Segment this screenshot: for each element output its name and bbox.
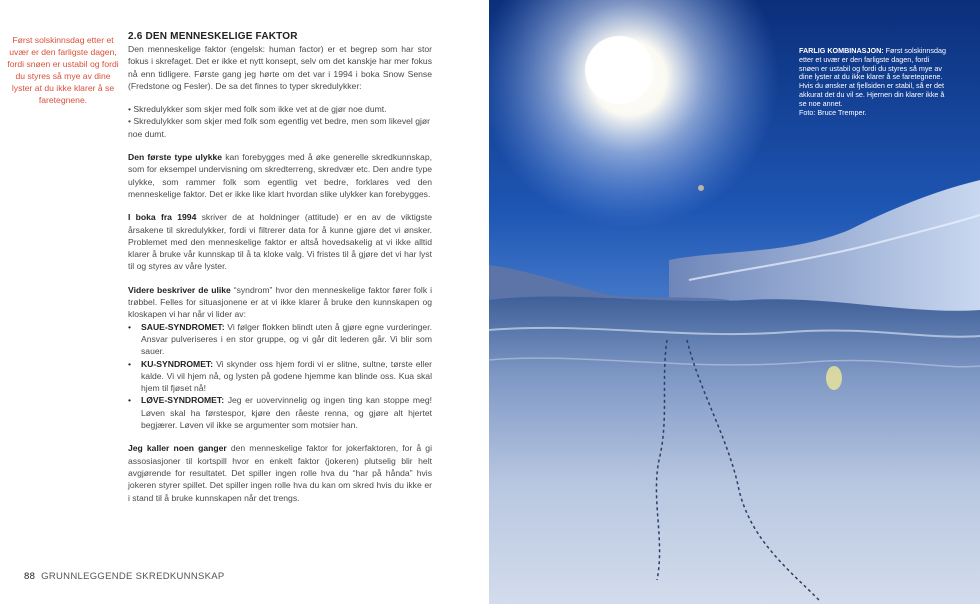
running-title: GRUNNLEGGENDE SKREDKUNNSKAP	[41, 571, 225, 582]
bullet-dot-icon: •	[128, 358, 132, 369]
paragraph-first-type	[128, 151, 432, 200]
snowfield	[489, 296, 980, 604]
paragraph-text: “syndrom” hvor den menneskelige faktor fører folk i trøbbel. Felles for situasjonene er at vi ikke klarer å bruke den kunnskapen og kloskapen vi har når vi lider av:	[128, 284, 432, 320]
paragraph-lead: Videre beskriver de ulike	[128, 284, 231, 295]
caption-lead: FARLIG KOMBINASJON:	[799, 46, 884, 55]
caption-text: Først solskinnsdag etter et uvær er den farligste dagen, fordi snøen er ustabil og fordi du styres så mye av dine lyster at du ikke klarer å se faretegnene. Hvis du ønsker at fjellsiden er stabil, så er det akkurat det du vil se. Hjernen din klarer ikke å se noe annet.	[799, 46, 946, 108]
paragraph-lead: Den første type ulykke	[128, 152, 223, 163]
syndrome-item-saue	[128, 321, 432, 358]
lens-flare	[826, 366, 842, 390]
photo-credit: Foto: Bruce Tremper.	[799, 107, 867, 117]
intro-paragraph: Den menneskelige faktor (engelsk: human factor) er et begrep som har stor fokus i skrefaget. Det er ikke et nytt konsept, selv om det kanskje har mer fokus nå enn tidligere. Første gang jeg hørte om det var i 1994 i boka Snow Sense (Fredstone og Fesler). De sa det finnes to typer skredulykker:	[128, 44, 432, 91]
paragraph-lead: Jeg kaller noen ganger	[128, 443, 227, 454]
section-title: 2.6 DEN MENNESKELIGE FAKTOR	[128, 31, 298, 42]
list-item: • Skredulykker som skjer med folk som ikke vet at de gjør noe dumt.	[128, 104, 387, 115]
page-number: 88	[24, 571, 36, 582]
page-footer	[24, 571, 225, 582]
syndrome-name: SAUE-SYNDROMET:	[141, 321, 225, 332]
paragraph-book-1994	[128, 211, 432, 272]
syndrome-item-ku	[128, 358, 432, 395]
paragraph-syndromes-intro	[128, 284, 432, 321]
paragraph-text: den menneskelige faktor for jokerfaktoren, for å gi assosiasjoner til kortspill hvor en enkelt faktor (jokeren) plutselig blir helt avgjørende for resultatet. Det spiller ingen rolle hva du “har på hånda” hvis jokeren styrer spillet. Det spiller ingen rolle hva du kan om skred hvis du ikke er i stand til å bruke kunnskapen når det trengs.	[128, 443, 432, 503]
syndrome-text: Vi følger flokken blindt uten å gjøre egne vurderinger. Ansvar pulveriseres i en stor gruppe, og vi går dit lederen går. Vi blir som sauer.	[141, 321, 432, 357]
syndrome-name: LØVE-SYNDROMET:	[141, 395, 225, 406]
paragraph-lead: I boka fra 1994	[128, 212, 197, 223]
paragraph-text: skriver de at holdninger (attitude) er en av de viktigste årsakene til skredulykker, fordi vi filtrerer data for å kunne gjøre det vi ønsker. Problemet med den menneskelige faktor er altså hovedsakelig at vi ikke alltid klarer å bruke vår kunnskap til å ta kloke valg. Vi fristes til å gjøre det vi har lyst til og styres av våre lyster.	[128, 212, 432, 272]
syndrome-text: Vi skynder oss hjem fordi vi er slitne, sultne, tørste eller kalde. Vi vil hjem nå, og lysten på godene hjemme kan blinde oss. Kua skal hjem til fjøset nå!	[141, 358, 432, 394]
paragraph-text: kan forebygges med å øke generelle skredkunnskap, som for eksempel undervisning om skredterreng, skredvær etc. Den andre type ulykke, som rammer folk som egentlig vet bedre, forklares ved den menneskelige faktor. Det er ikke like klart hvordan slike ulykker kan forebygges.	[128, 152, 433, 199]
list-item: • Skredulykker som skjer med folk som egentlig vet bedre, men som likevel gjør noe dumt.	[128, 116, 430, 139]
accident-types-list	[128, 103, 432, 140]
bullet-dot-icon: •	[128, 395, 132, 406]
margin-note: Først solskinnsdag etter et uvær er den farligste dagen, fordi snøen er ustabil og fordi du styres så mye av dine lyster at du ikke klarer å se faretegnene.	[7, 35, 119, 105]
syndrome-name: KU-SYNDROMET:	[141, 358, 214, 369]
paragraph-joker	[128, 442, 432, 503]
syndrome-text: Jeg er uovervinnelig og ingen ting kan stoppe meg! Løven skal ha førstespor, kjøre den råeste renna, og gjøre alt hjertet begjærer. Løven vil ikke se argumenter som motsier han.	[141, 395, 432, 431]
bullet-dot-icon: •	[128, 321, 132, 332]
left-page	[0, 0, 489, 604]
syndrome-item-love	[128, 394, 432, 431]
photo-caption	[799, 47, 951, 117]
syndrome-list	[128, 321, 432, 432]
article-body	[128, 31, 432, 515]
